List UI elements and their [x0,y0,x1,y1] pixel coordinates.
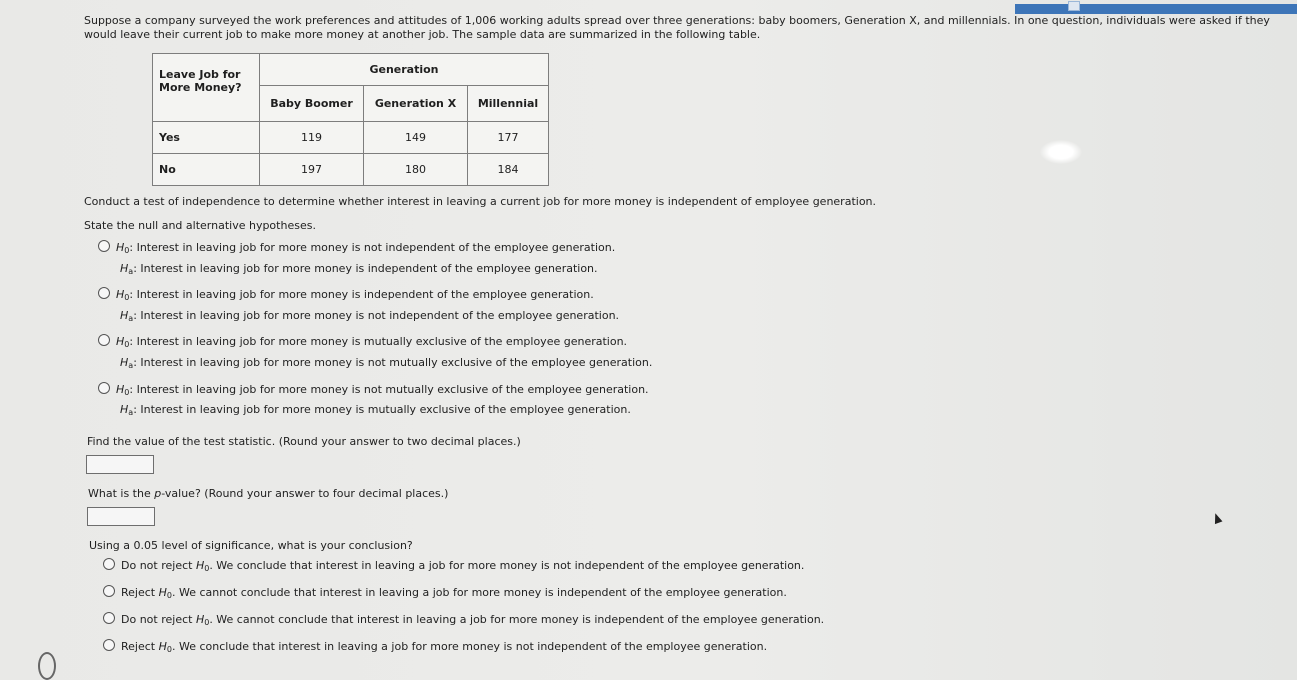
mouse-cursor-icon [1212,512,1223,524]
hypothesis-option-2-ha: $H_a$: Interest in leaving job for more money is not independent of the employee generation. [120,309,620,323]
cell-no-generation-x: 180 [364,154,468,186]
window-top-bar [1015,4,1297,14]
survey-table [152,53,549,186]
radio-button[interactable] [103,639,115,651]
radio-button[interactable] [98,382,110,394]
p-value-prompt: What is the p-value? (Round your answer to four decimal places.) [88,487,449,500]
problem-intro: Suppose a company surveyed the work preferences and attitudes of 1,006 working adults spread over three generations: baby boomers, Generation X, and millennials. In one question, individuals were asked if they would leave their current job to make more money at another job. The sample data are summarized in the following table. [84,14,1270,41]
conclusion-prompt: Using a 0.05 level of significance, what is your conclusion? [89,539,413,552]
task-text: Conduct a test of independence to determine whether interest in leaving a current job for more money is independent of employee generation. [84,195,877,208]
window-toggle-icon[interactable] [1068,1,1080,11]
hypothesis-option-3[interactable]: $H_0$: Interest in leaving job for more money is mutually exclusive of the employee generation. [98,332,627,355]
table-row [153,122,549,154]
conclusion-option-2[interactable]: Reject $H_0$. We cannot conclude that interest in leaving a job for more money is independent of the employee generation. [103,583,787,606]
hypothesis-option-4-ha: $H_a$: Interest in leaving job for more money is mutually exclusive of the employee generation. [120,403,631,417]
hypothesis-option-1-ha: $H_a$: Interest in leaving job for more money is independent of the employee generation. [120,262,598,276]
cell-yes-millennial: 177 [468,122,549,154]
col-millennial: Millennial [468,86,549,122]
hypothesis-option-1[interactable]: $H_0$: Interest in leaving job for more money is not independent of the employee generation. [98,238,615,261]
corner-decoration [38,652,56,680]
conclusion-option-3[interactable]: Do not reject $H_0$. We cannot conclude that interest in leaving a job for more money is independent of the employee generation. [103,610,824,633]
cell-yes-generation-x: 149 [364,122,468,154]
test-statistic-input[interactable] [86,455,154,474]
screen-glare [1040,140,1082,164]
corner-label: Leave Job for More Money? [153,54,260,122]
cell-no-baby-boomer: 197 [260,154,364,186]
hypothesis-option-2[interactable]: $H_0$: Interest in leaving job for more money is independent of the employee generation. [98,285,594,308]
radio-button[interactable] [103,585,115,597]
test-statistic-prompt: Find the value of the test statistic. (Round your answer to two decimal places.) [87,435,521,448]
radio-button[interactable] [103,558,115,570]
hypothesis-option-4[interactable]: $H_0$: Interest in leaving job for more money is not mutually exclusive of the employee generation. [98,380,649,403]
col-generation-x: Generation X [364,86,468,122]
col-baby-boomer: Baby Boomer [260,86,364,122]
hypotheses-prompt: State the null and alternative hypotheses. [84,219,316,232]
radio-button[interactable] [103,612,115,624]
radio-button[interactable] [98,240,110,252]
conclusion-option-4[interactable]: Reject $H_0$. We conclude that interest in leaving a job for more money is not independent of the employee generation. [103,637,767,660]
radio-button[interactable] [98,287,110,299]
row-label-yes: Yes [153,122,260,154]
generation-header: Generation [260,54,549,86]
table-row [153,154,549,186]
row-label-no: No [153,154,260,186]
hypothesis-option-3-ha: $H_a$: Interest in leaving job for more money is not mutually exclusive of the employee generation. [120,356,653,370]
p-value-input[interactable] [87,507,155,526]
cell-no-millennial: 184 [468,154,549,186]
radio-button[interactable] [98,334,110,346]
conclusion-option-1[interactable]: Do not reject $H_0$. We conclude that interest in leaving a job for more money is not independent of the employee generation. [103,556,804,579]
cell-yes-baby-boomer: 119 [260,122,364,154]
